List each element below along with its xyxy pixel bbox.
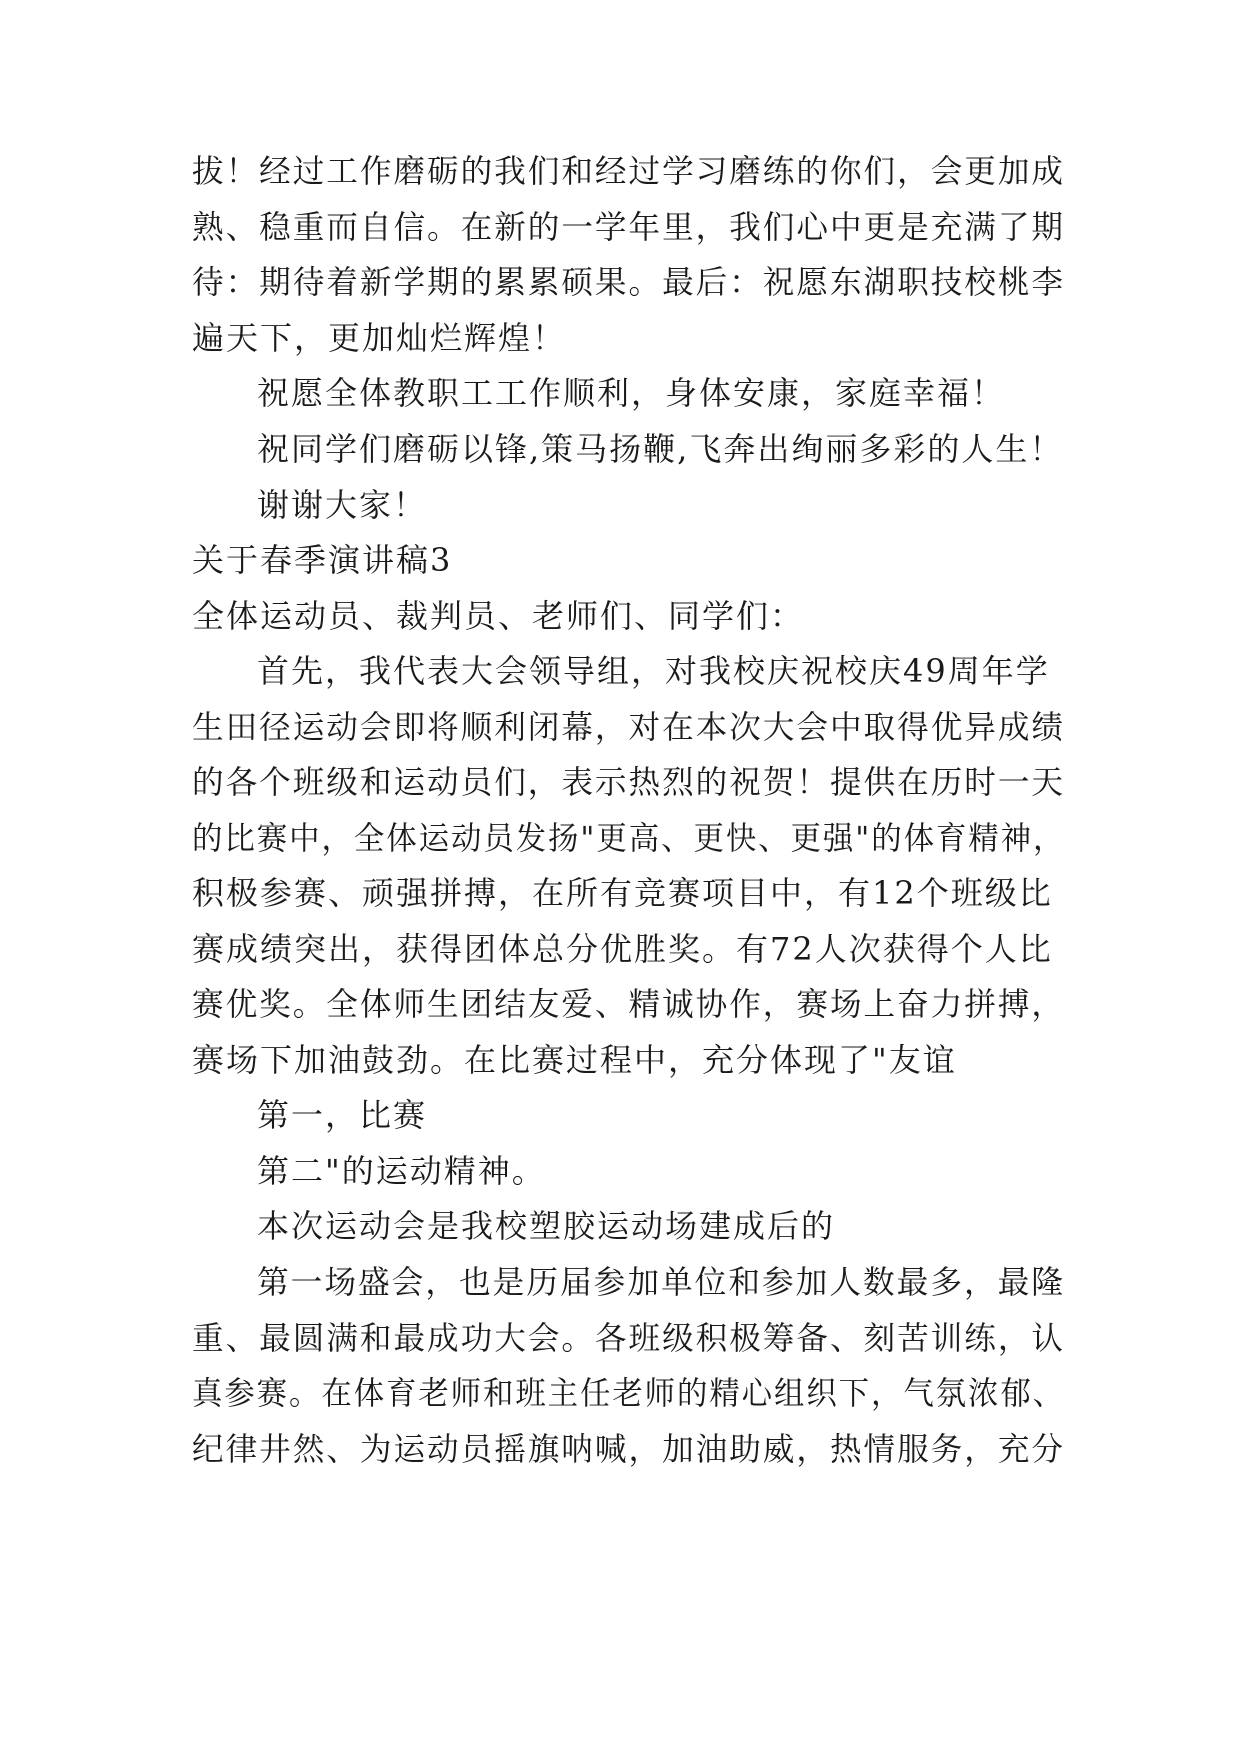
body-text-line: 遍天下，更加灿烂辉煌！ bbox=[192, 319, 567, 357]
body-text-line: 生田径运动会即将顺利闭幕，对在本次大会中取得优异成绩 bbox=[192, 708, 1066, 746]
body-text-line: 重、最圆满和最成功大会。各班级积极筹备、刻苦训练，认 bbox=[192, 1319, 1066, 1357]
body-text-line: 第二"的运动精神。 bbox=[257, 1152, 546, 1190]
body-text-line: 首先，我代表大会领导组，对我校庆祝校庆49周年学 bbox=[257, 652, 1050, 690]
body-text-line: 第一，比赛 bbox=[257, 1096, 428, 1134]
body-text-line: 的比赛中，全体运动员发扬"更高、更快、更强"的体育精神， bbox=[192, 819, 1066, 857]
body-text-line: 赛场下加油鼓劲。在比赛过程中，充分体现了"友谊 bbox=[192, 1041, 957, 1079]
section-heading: 关于春季演讲稿3 bbox=[192, 541, 453, 579]
body-text-line: 纪律井然、为运动员摇旗呐喊，加油助威，热情服务，充分 bbox=[192, 1430, 1066, 1468]
salutation: 全体运动员、裁判员、老师们、同学们： bbox=[192, 597, 805, 635]
body-text-line: 赛优奖。全体师生团结友爱、精诚协作，赛场上奋力拼搏， bbox=[192, 985, 1066, 1023]
body-text-line: 祝同学们磨砺以锋,策马扬鞭,飞奔出绚丽多彩的人生！ bbox=[257, 430, 1064, 468]
body-text-line: 的各个班级和运动员们，表示热烈的祝贺！提供在历时一天 bbox=[192, 763, 1066, 801]
body-text-line: 谢谢大家！ bbox=[257, 486, 428, 524]
body-text-line: 积极参赛、顽强拼搏，在所有竞赛项目中，有12个班级比 bbox=[192, 874, 1053, 912]
body-text-line: 熟、稳重而自信。在新的一学年里，我们心中更是充满了期 bbox=[192, 208, 1066, 246]
body-text-line: 待：期待着新学期的累累硕果。最后：祝愿东湖职技校桃李 bbox=[192, 263, 1066, 301]
body-text-line: 真参赛。在体育老师和班主任老师的精心组织下，气氛浓郁、 bbox=[192, 1374, 1066, 1412]
body-text-line: 本次运动会是我校塑胶运动场建成后的 bbox=[257, 1207, 836, 1245]
body-text-line: 祝愿全体教职工工作顺利，身体安康，家庭幸福！ bbox=[257, 374, 1006, 412]
body-text-line: 第一场盛会，也是历届参加单位和参加人数最多，最隆 bbox=[257, 1263, 1066, 1301]
body-text-line: 拔！经过工作磨砺的我们和经过学习磨练的你们，会更加成 bbox=[192, 152, 1066, 190]
body-text-line: 赛成绩突出，获得团体总分优胜奖。有72人次获得个人比 bbox=[192, 930, 1053, 968]
